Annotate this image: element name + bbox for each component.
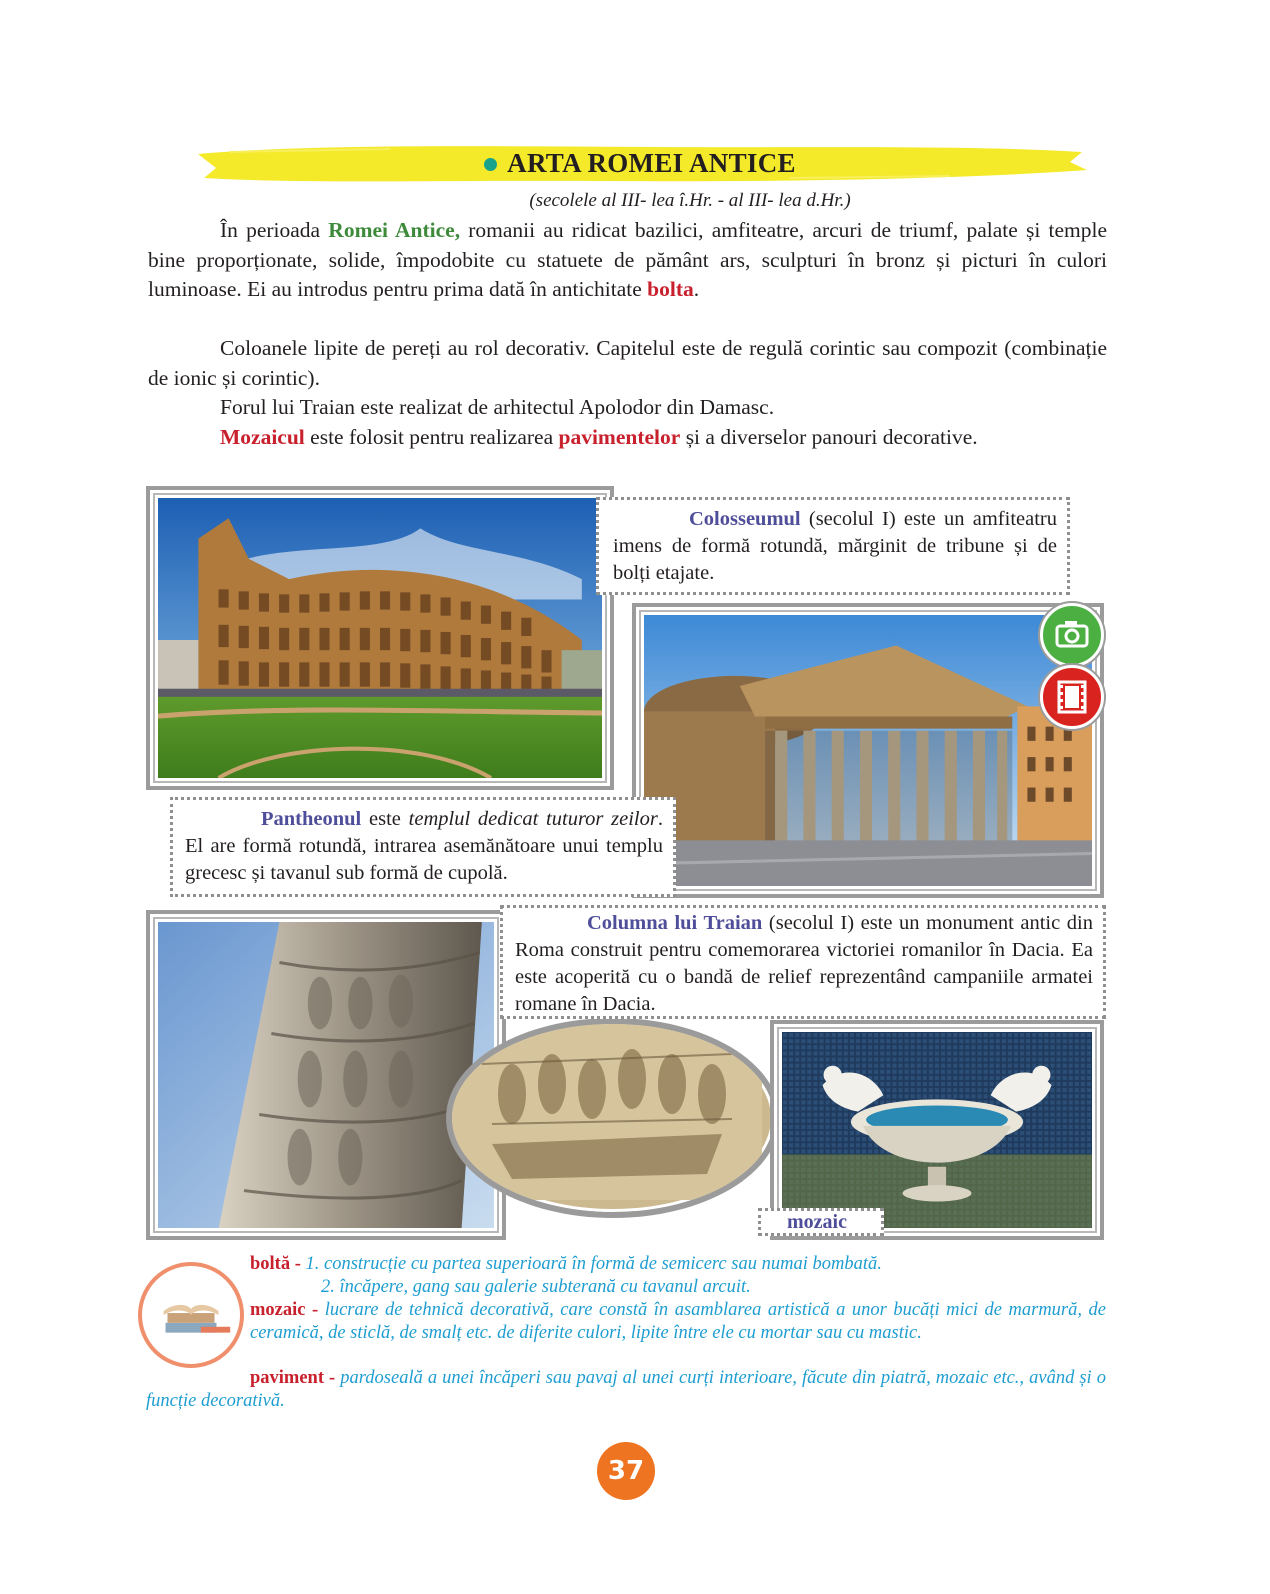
colosseum-caption: Colosseumul (secolul I) este un amfiteatru imens de formă rotundă, mărginit de tribune și de bolți etajate.: [596, 497, 1070, 595]
glossary-paviment: paviment - pardoseală a unei încăperi sau pavaj al unei curți interioare, făcute din piatră, mozaic etc., având și o funcție decorativă.: [146, 1368, 1106, 1411]
glossary-bolta-2: 2. încăpere, gang sau galerie subterană cu tavanul arcuit.: [321, 1277, 751, 1297]
period-subtitle: (secolele al III- lea î.Hr. - al III- lea d.Hr.): [529, 190, 851, 211]
trajan-column-caption: Columna lui Traian (secolul I) este un monument antic din Roma construit pentru comemorarea victoriei romanilor în Dacia. Ea este acoperită cu o bandă de relief reprezentând campaniile armatei romane în Dacia.: [500, 905, 1106, 1019]
bullet-dot-icon: [484, 158, 497, 171]
books-icon: [138, 1262, 244, 1368]
pantheon-photo: [632, 603, 1104, 898]
page-title: ARTA ROMEI ANTICE: [190, 140, 1090, 186]
mosaic-label: mozaic: [758, 1208, 884, 1236]
term-mozaicul: Mozaicul: [220, 425, 305, 449]
colosseum-photo: [146, 486, 614, 790]
relief-detail-photo: [446, 1018, 780, 1218]
term-pavimentelor: pavimentelor: [558, 425, 681, 449]
glossary-bolta: boltă - 1. construcție cu partea superioară în formă de semicerc sau numai bombată.: [250, 1254, 882, 1274]
intro-paragraph-2: Coloanele lipite de pereți au rol decorativ. Capitelul este de regulă corintic sau compozit (combinație de ionic și corintic).: [148, 336, 1107, 390]
intro-paragraph-1: În perioada Romei Antice, romanii au ridicat bazilici, amfiteatre, arcuri de triumf, palate și temple bine proporționate, solide, împodobite cu statuete de pământ ars, sculpturi în bronz și picturi în culori luminoase. Ei au introdus pentru prima dată în antichitate bolta.: [148, 218, 1108, 301]
glossary-mozaic: mozaic - lucrare de tehnică decorativă, care constă în asamblarea artistică a unor bucăți mici de marmură, de ceramică, de sticlă, de smalț etc. de diferite culori, lipite între ele cu mortar sau cu mastic.: [250, 1300, 1106, 1343]
pantheon-caption: Pantheonul este templul dedicat tuturor zeilor. El are formă rotundă, intrarea asemănătoare unui templu grecesc și tavanul sub formă de cupolă.: [170, 797, 676, 897]
page-number: 37: [597, 1442, 655, 1500]
term-bolta: bolta: [647, 277, 694, 301]
mosaic-photo: [770, 1020, 1104, 1240]
intro-paragraph-3: Forul lui Traian este realizat de arhitectul Apolodor din Damasc.: [220, 395, 775, 419]
term-romei-antice: Romei Antice,: [328, 218, 461, 242]
film-icon[interactable]: [1040, 665, 1104, 729]
camera-icon[interactable]: [1040, 603, 1104, 667]
intro-paragraph-4: Mozaicul este folosit pentru realizarea pavimentelor și a diverselor panouri decorative.: [220, 425, 978, 449]
trajan-column-photo: [146, 910, 506, 1240]
